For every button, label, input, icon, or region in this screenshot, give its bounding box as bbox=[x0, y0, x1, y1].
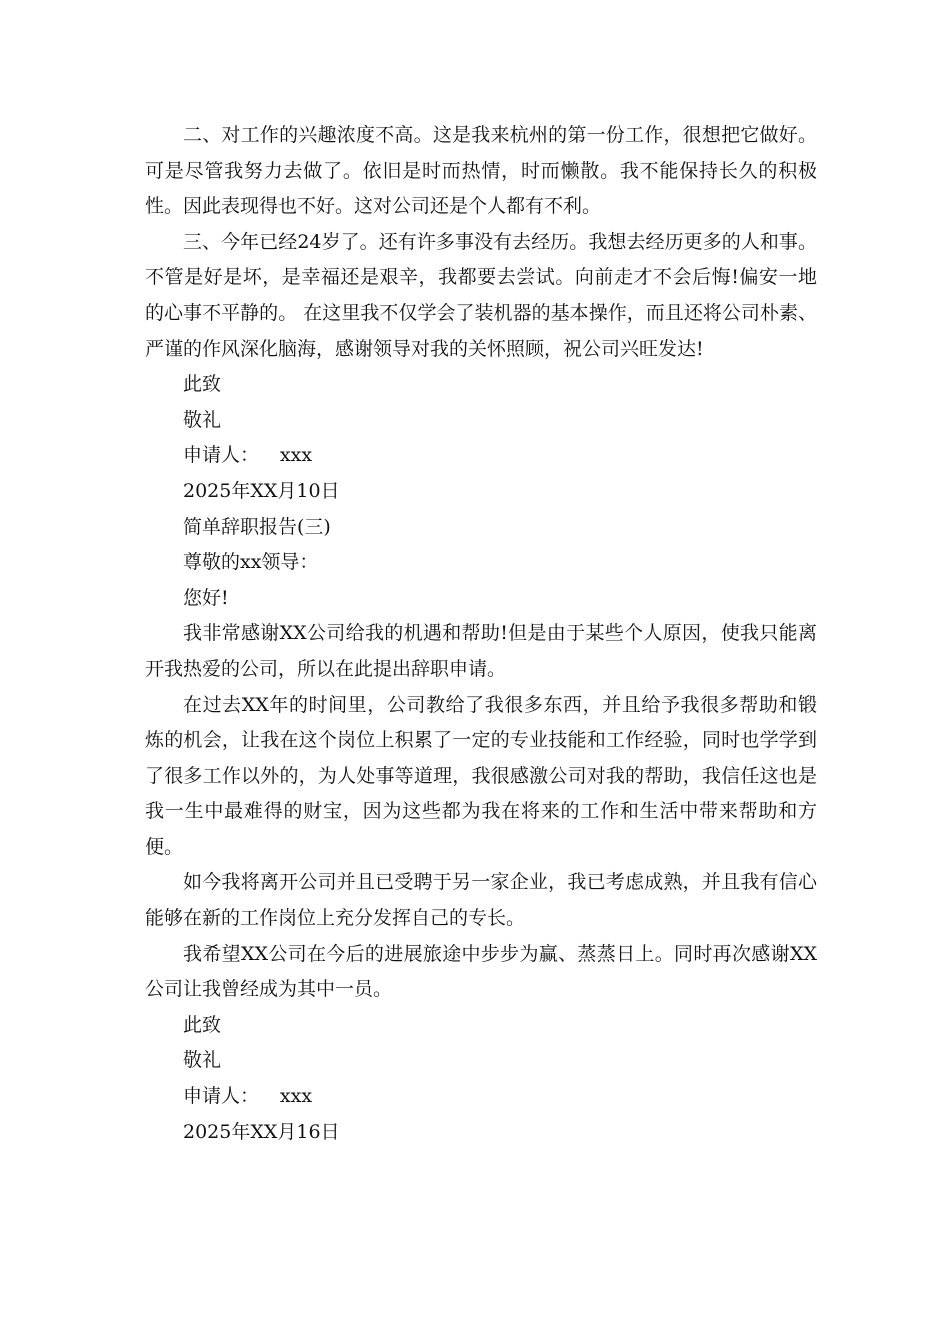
closing-jing-li-2: 敬礼 bbox=[183, 1049, 222, 1072]
letter-date: 2025年XX月10日 bbox=[183, 479, 340, 502]
paragraph-new-job: 如今我将离开公司并且已受聘于另一家企业，我已考虑成熟，并且我有信心能够在新的工作岗位上充分发挥自己的专长。 bbox=[145, 871, 817, 930]
closing-jing-li: 敬礼 bbox=[183, 408, 222, 431]
paragraph-wishes: 我希望XX公司在今后的进展旅途中步步为赢、蒸蒸日上。同时再次感谢XX公司让我曾经成为其中一员。 bbox=[145, 942, 817, 1001]
applicant-label: 申请人： bbox=[183, 444, 260, 467]
applicant-line bbox=[145, 438, 817, 474]
applicant-name-2: xxx bbox=[279, 1085, 313, 1108]
salutation: 尊敬的xx领导： bbox=[183, 551, 319, 574]
paragraph-past-years: 在过去XX年的时间里，公司教给了我很多东西，并且给予我很多帮助和锻炼的机会，让我在这个岗位上积累了一定的专业技能和工作经验，同时也学学到了很多工作以外的，为人处事等道理，我很感激公司对我的帮助，我信任这也是我一生中最难得的财宝，因为这些都为我在将来的工作和生活中带来帮助和方便。 bbox=[145, 693, 817, 858]
applicant-line-2 bbox=[145, 1079, 817, 1115]
greeting: 您好! bbox=[183, 586, 229, 609]
closing-ci-zhi: 此致 bbox=[183, 373, 222, 396]
paragraph-thanks: 我非常感谢XX公司给我的机遇和帮助!但是由于某些个人原因，使我只能离开我热爱的公司，所以在此提出辞职申请。 bbox=[145, 622, 817, 680]
applicant-name: xxx bbox=[279, 444, 313, 467]
applicant-label-2: 申请人： bbox=[183, 1085, 260, 1108]
letter-title: 简单辞职报告(三) bbox=[183, 515, 331, 538]
document-body bbox=[145, 118, 817, 1150]
paragraph-age: 三、今年已经24岁了。还有许多事没有去经历。我想去经历更多的人和事。不管是好是坏，是幸福还是艰辛，我都要去尝试。向前走才不会后悔!偏安一地的心事不平静的。 在这里我不仅学会了装机器的基本操作，而且还将公司朴素、严谨的作风深化脑海，感谢领导对我的关怀照顾，祝公司兴旺发达! bbox=[145, 230, 817, 360]
paragraph-interest: 二、对工作的兴趣浓度不高。这是我来杭州的第一份工作，很想把它做好。可是尽管我努力去做了。依旧是时而热情，时而懒散。我不能保持长久的积极性。因此表现得也不好。这对公司还是个人都有不利。 bbox=[145, 124, 817, 218]
letter-date-2: 2025年XX月16日 bbox=[183, 1120, 340, 1143]
closing-ci-zhi-2: 此致 bbox=[183, 1013, 222, 1036]
